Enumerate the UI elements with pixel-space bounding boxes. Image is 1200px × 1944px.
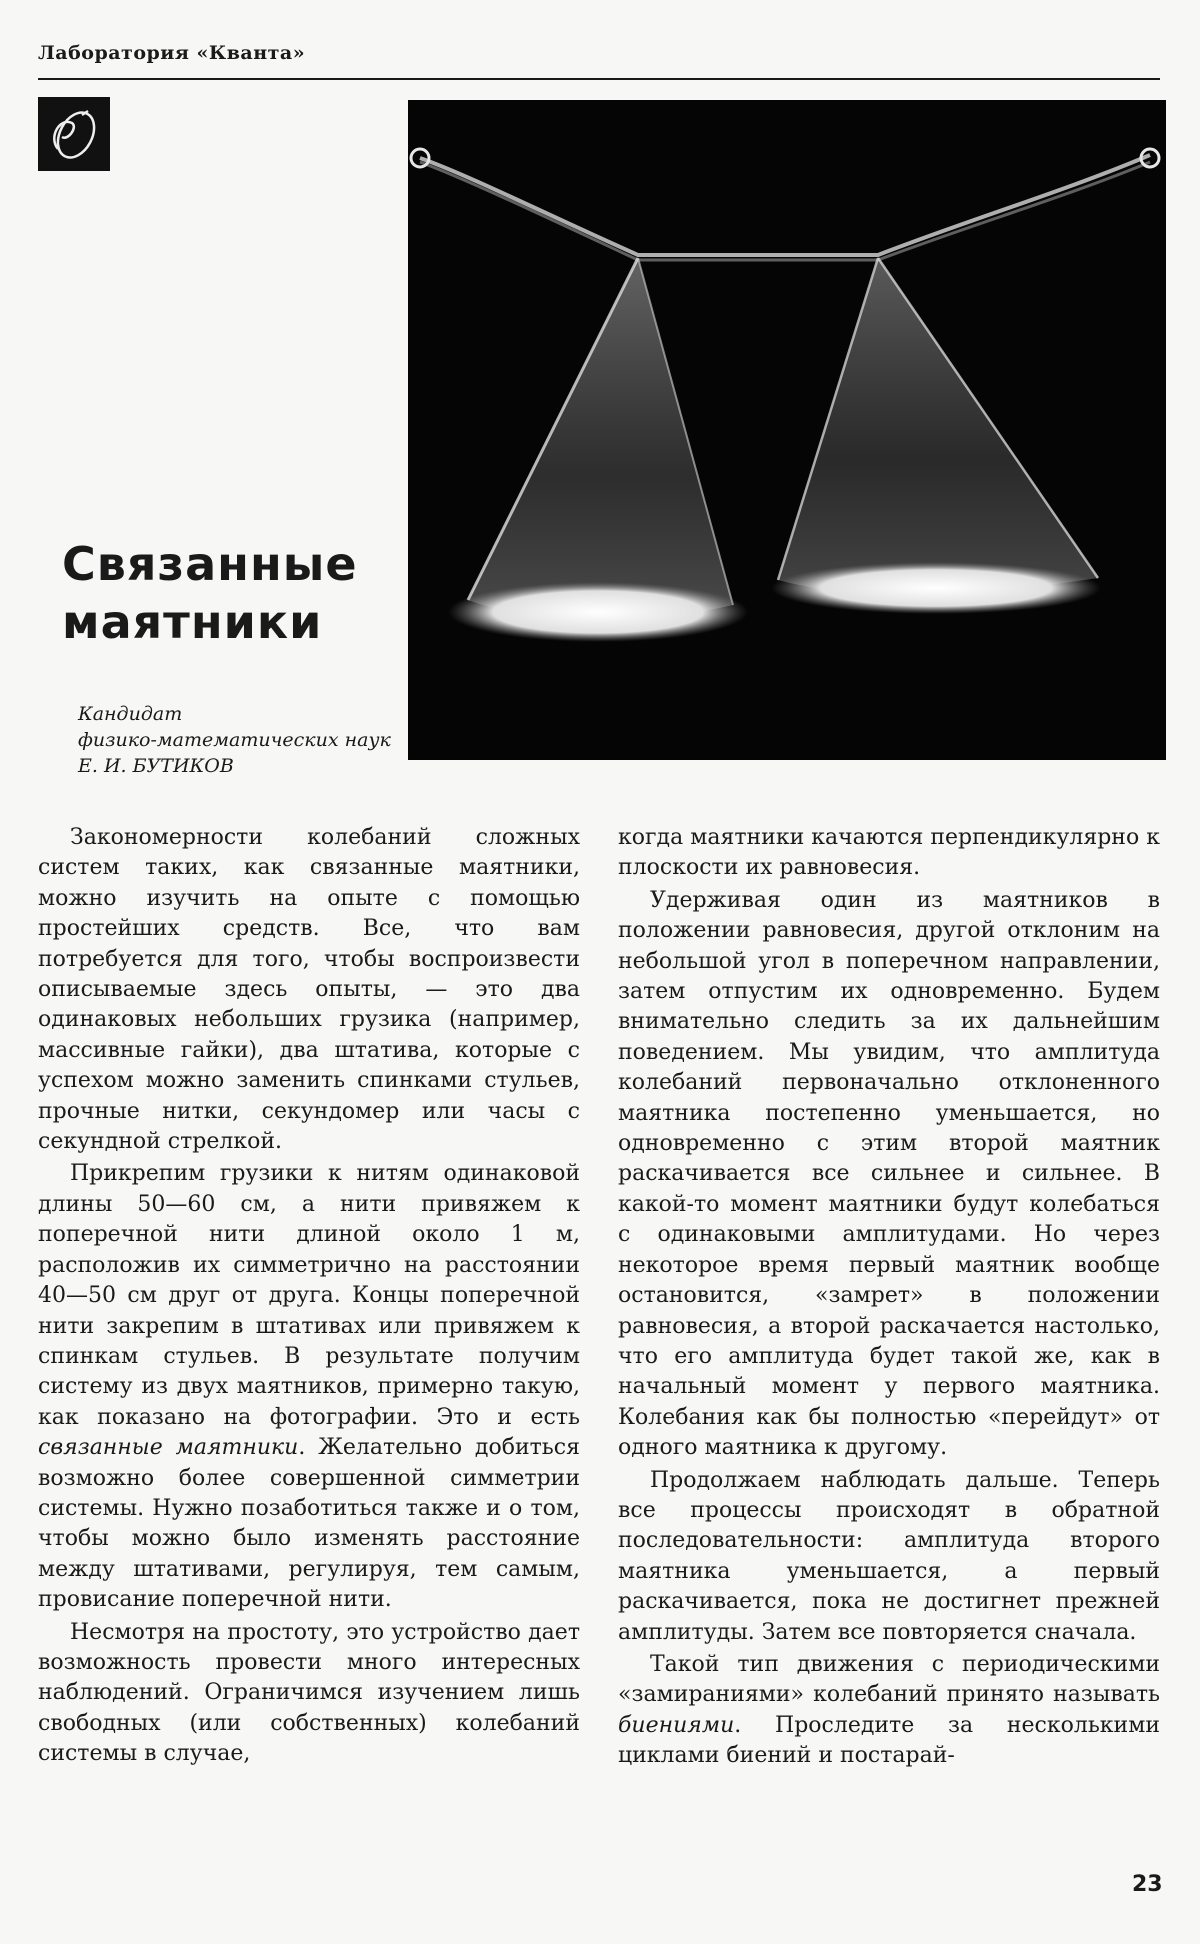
paragraph: Прикрепим грузики к нитям одинаковой длины 50—60 см, а нити привяжем к поперечной нити длиной около 1 м, расположив их симметрично на расстоянии 40—50 см друг от друга. Концы поперечной нити закрепим в штативах или привяжем к спинкам стульев. В результате получим систему из двух маятников, примерно такую, как показано на фотографии. Это и есть связанные маятники. Желательно добиться возможно более совершенной симметрии системы. Нужно позаботиться также и о том, чтобы можно было изменять расстояние между штативами, регулируя, тем самым, провисание поперечной нити. xyxy=(38,1161,580,1613)
author-name: Е. И. БУТИКОВ xyxy=(78,755,234,777)
coupled-pendulums-photo xyxy=(408,100,1166,760)
header-rule xyxy=(38,78,1160,80)
text-column-left xyxy=(38,823,580,1772)
paragraph: Удерживая один из маятников в положении равновесия, другой отклоним на небольшой угол в поперечном направлении, затем отпустим их одновременно. Будем внимательно следить за их дальнейшим поведением. Мы увидим, что амплитуда колебаний первоначально отклоненного маятника постепенно уменьшается, но одновременно с этим второй маятник раскачивается все сильнее и сильнее. В какой-то момент маятники будут колебаться с одинаковыми амплитудами. Но через некоторое время первый маятник вообще остановится, «замрет» в положении равновесия, а второй раскачается настолько, что его амплитуда будет такой же, как в начальный момент у первого маятника. Колебания как бы полностью «перейдут» от одного маятника к другому. xyxy=(618,887,1160,1461)
page-number: 23 xyxy=(1132,1872,1163,1897)
paragraph: Такой тип движения с периодическими «замираниями» колебаний принято называть биениями. Проследите за несколькими циклами биений и постарай- xyxy=(618,1651,1160,1769)
running-header: Лаборатория «Кванта» xyxy=(38,42,306,64)
paragraph: Несмотря на простоту, это устройство дает возможность провести много интересных наблюдений. Ограничимся изучением лишь свободных (или собственных) колебаний системы в случае, xyxy=(38,1619,580,1767)
paragraph: Закономерности колебаний сложных систем таких, как связанные маятники, можно изучить на опыте с помощью простейших средств. Все, что вам потребуется для того, чтобы воспроизвести описываемые здесь опыты, — это два одинаковых небольших грузика (например, массивные гайки), два штатива, которые с успехом можно заменить спинками стульев, прочные нитки, секундомер или часы с секундной стрелкой. xyxy=(38,825,580,1155)
article-title xyxy=(62,535,358,651)
article-title-line2: маятники xyxy=(62,595,323,649)
text-column-right xyxy=(618,823,1160,1774)
kvant-lab-logo-icon xyxy=(38,97,110,171)
paragraph: когда маятники качаются перпендикулярно к плоскости их равновесия. xyxy=(618,825,1160,881)
paragraph: Продолжаем наблюдать дальше. Теперь все процессы происходят в обратной последовательности: амплитуда второго маятника уменьшается, а первый раскачивается, пока не достигнет прежней амплитуды. Затем все повторяется сначала. xyxy=(618,1467,1160,1645)
author-degree-line2: физико-математических наук xyxy=(78,729,391,751)
author-byline xyxy=(78,701,391,779)
article-title-line1: Связанные xyxy=(62,537,358,591)
author-degree-line1: Кандидат xyxy=(78,703,183,725)
